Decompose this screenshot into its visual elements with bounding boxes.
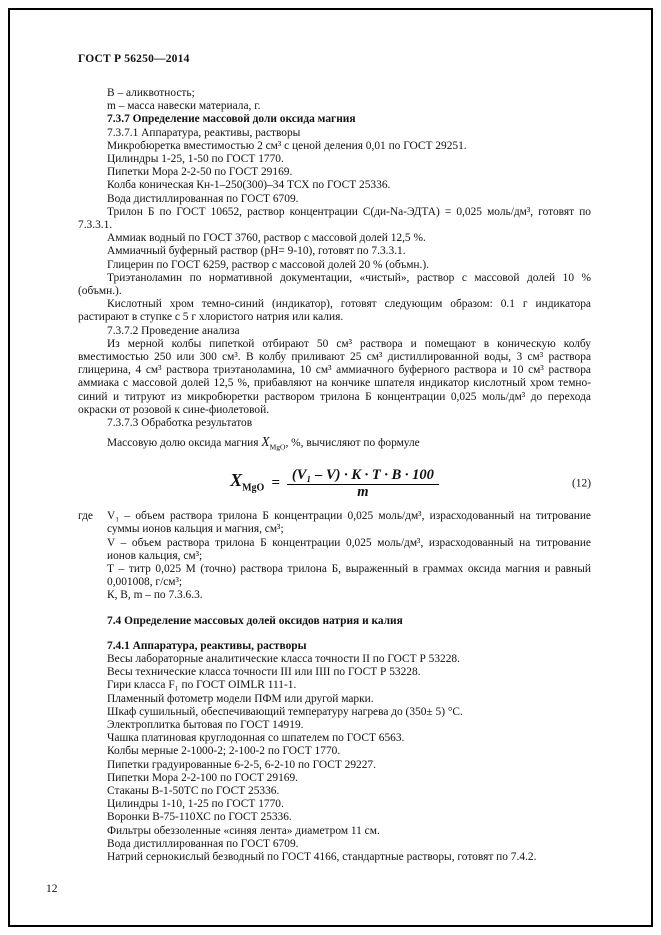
definition-item: V₁ – объем раствора трилона Б концентрации 0,025 моль/дм³, израсходованный на титрование суммы ионов кальция и магния, см³; [107, 510, 591, 536]
paragraph: Пипетки Мора 2-2-100 по ГОСТ 29169. [107, 771, 299, 784]
formula-number: (12) [572, 477, 591, 490]
paragraph: Шкаф сушильный, обеспечивающий температуру нагрева до (350± 5) °С. [107, 705, 463, 718]
section-heading: 7.3.7 Определение массовой доли оксида магния [107, 113, 356, 126]
paragraph: Колбы мерные 2-1000-2; 2-100-2 по ГОСТ 1770. [107, 745, 341, 758]
paragraph: Пипетки градуированные 6-2-5, 6-2-10 по ГОСТ 29227. [107, 758, 376, 771]
paragraph: Весы лабораторные аналитические класса точности II по ГОСТ Р 53228. [107, 653, 460, 665]
definition-item: Т – титр 0,025 М (точно) раствора трилона Б, выраженный в граммах оксида магния и равный 0,001008, г/см³; [107, 562, 591, 589]
section-heading: 7.4 Определение массовых долей оксидов натрия и калия [107, 614, 403, 627]
document-body [78, 87, 591, 864]
paragraph: 7.3.7.2 Проведение анализа [107, 324, 240, 337]
formula-variable: X [230, 469, 243, 490]
denominator: m [357, 483, 369, 500]
formula [230, 466, 439, 500]
paragraph: Натрий сернокислый безводный по ГОСТ 4166, стандартные растворы, готовят по 7.4.2. [107, 851, 537, 864]
paragraph: Вода дистиллированная по ГОСТ 6709. [107, 837, 299, 850]
paragraph: 7.3.7.3 Обработка результатов [107, 417, 253, 430]
paragraph: Стаканы В-1-50ТС по ГОСТ 25336. [107, 785, 280, 798]
numerator: (V₁ – V) · K · T · B · 100 [287, 469, 439, 485]
where-label: где [78, 510, 93, 523]
paragraph: Фильтры обеззоленные «синяя лента» диаметром 11 см. [107, 824, 380, 837]
formula-intro-text: Массовую долю оксида магния [107, 437, 262, 450]
formula-intro-text: , %, вычисляют по формуле [285, 437, 420, 450]
paragraph: Аммиачный буферный раствор (pH= 9-10), готовят по 7.3.3.1. [107, 245, 406, 258]
paragraph: Трилон Б по ГОСТ 10652, раствор концентрации С(ди-Na-ЭДТА) = 0,025 моль/дм³, готовят по 7.3.3.1. [78, 205, 591, 232]
formula-block [78, 466, 591, 500]
paragraph: Из мерной колбы пипеткой отбирают 50 см³ раствора и помещают в коническую колбу вместимостью 250 или 300 см³. В колбу приливают 25 см³ дистиллированной воды, 3 см³ раствора глицерина, 4 см³ раствора триэтаноламина, 10 см³ аммиачного буферного раствора и 10 см³ раствора аммиака с массовой долей 12,5 %, прибавляют на кончике шпателя индикатор кислотный хром темно-синий и титруют из микробюретки раствором трилона Б концентрации 0,025 моль/дм³ до перехода окраски от розовой к сине-фиолетовой. [78, 337, 591, 416]
paragraph: Кислотный хром темно-синий (индикатор), готовят следующим образом: 0.1 г индикатора растирают в ступке с 5 г хлористого натрия или калия. [78, 298, 591, 324]
where-block [78, 510, 591, 602]
paragraph: m – масса навески материала, г. [107, 100, 261, 113]
paragraph: 7.3.7.1 Аппаратура, реактивы, растворы [107, 126, 301, 139]
equals-sign: = [271, 475, 280, 492]
paragraph: Чашка платиновая круглодонная со шпателем по ГОСТ 6563. [107, 732, 405, 745]
paragraph: Воронки В-75-110ХС по ГОСТ 25336. [107, 811, 292, 824]
paragraph: Вода дистиллированная по ГОСТ 6709. [107, 192, 299, 205]
formula-lhs [230, 469, 265, 495]
definition-item: V – объем раствора трилона Б концентрации 0,025 моль/дм³, израсходованный на титрование ионов кальция, см³; [107, 536, 591, 562]
paragraph: Гири класса F₁ по ГОСТ OIMLR 111-1. [107, 679, 297, 692]
formula-intro [78, 435, 591, 453]
paragraph: Цилиндры 1-10, 1-25 по ГОСТ 1770. [107, 798, 284, 811]
paragraph: Глицерин по ГОСТ 6259, раствор с массовой долей 20 % (объмн.). [107, 258, 430, 271]
formula-variable-subscript: MgO [269, 442, 286, 452]
fraction [287, 466, 439, 500]
paragraph: Электроплитка бытовая по ГОСТ 14919. [107, 719, 304, 732]
paragraph: Аммиак водный по ГОСТ 3760, раствор с массовой долей 12,5 %. [107, 232, 426, 245]
page-number: 12 [46, 883, 58, 895]
section-heading: 7.4.1 Аппаратура, реактивы, растворы [107, 639, 307, 652]
paragraph: Пипетки Мора 2-2-50 по ГОСТ 29169. [107, 166, 293, 179]
paragraph: Весы технические класса точности III или IIII по ГОСТ Р 53228. [107, 666, 421, 679]
paragraph: Пламенный фотометр модели ПФМ или другой марки. [107, 692, 374, 705]
formula-variable-subscript: MgO [242, 482, 265, 494]
paragraph: Микробюретка вместимостью 2 см³ с ценой деления 0,01 по ГОСТ 29251. [107, 139, 467, 152]
document-header: ГОСТ Р 56250—2014 [78, 53, 190, 65]
paragraph: Триэтаноламин по нормативной документации, «чистый», раствор с массовой долей 10 % (объмн.). [78, 271, 591, 298]
paragraph: В – аликвотность; [107, 87, 195, 99]
paragraph: Колба коническая Кн-1–250(300)–34 ТСХ по ГОСТ 25336. [107, 179, 391, 192]
paragraph: Цилиндры 1-25, 1-50 по ГОСТ 1770. [107, 153, 284, 166]
definition-item: К, В, m – по 7.3.6.3. [107, 589, 203, 602]
formula-variable: X [261, 434, 270, 450]
